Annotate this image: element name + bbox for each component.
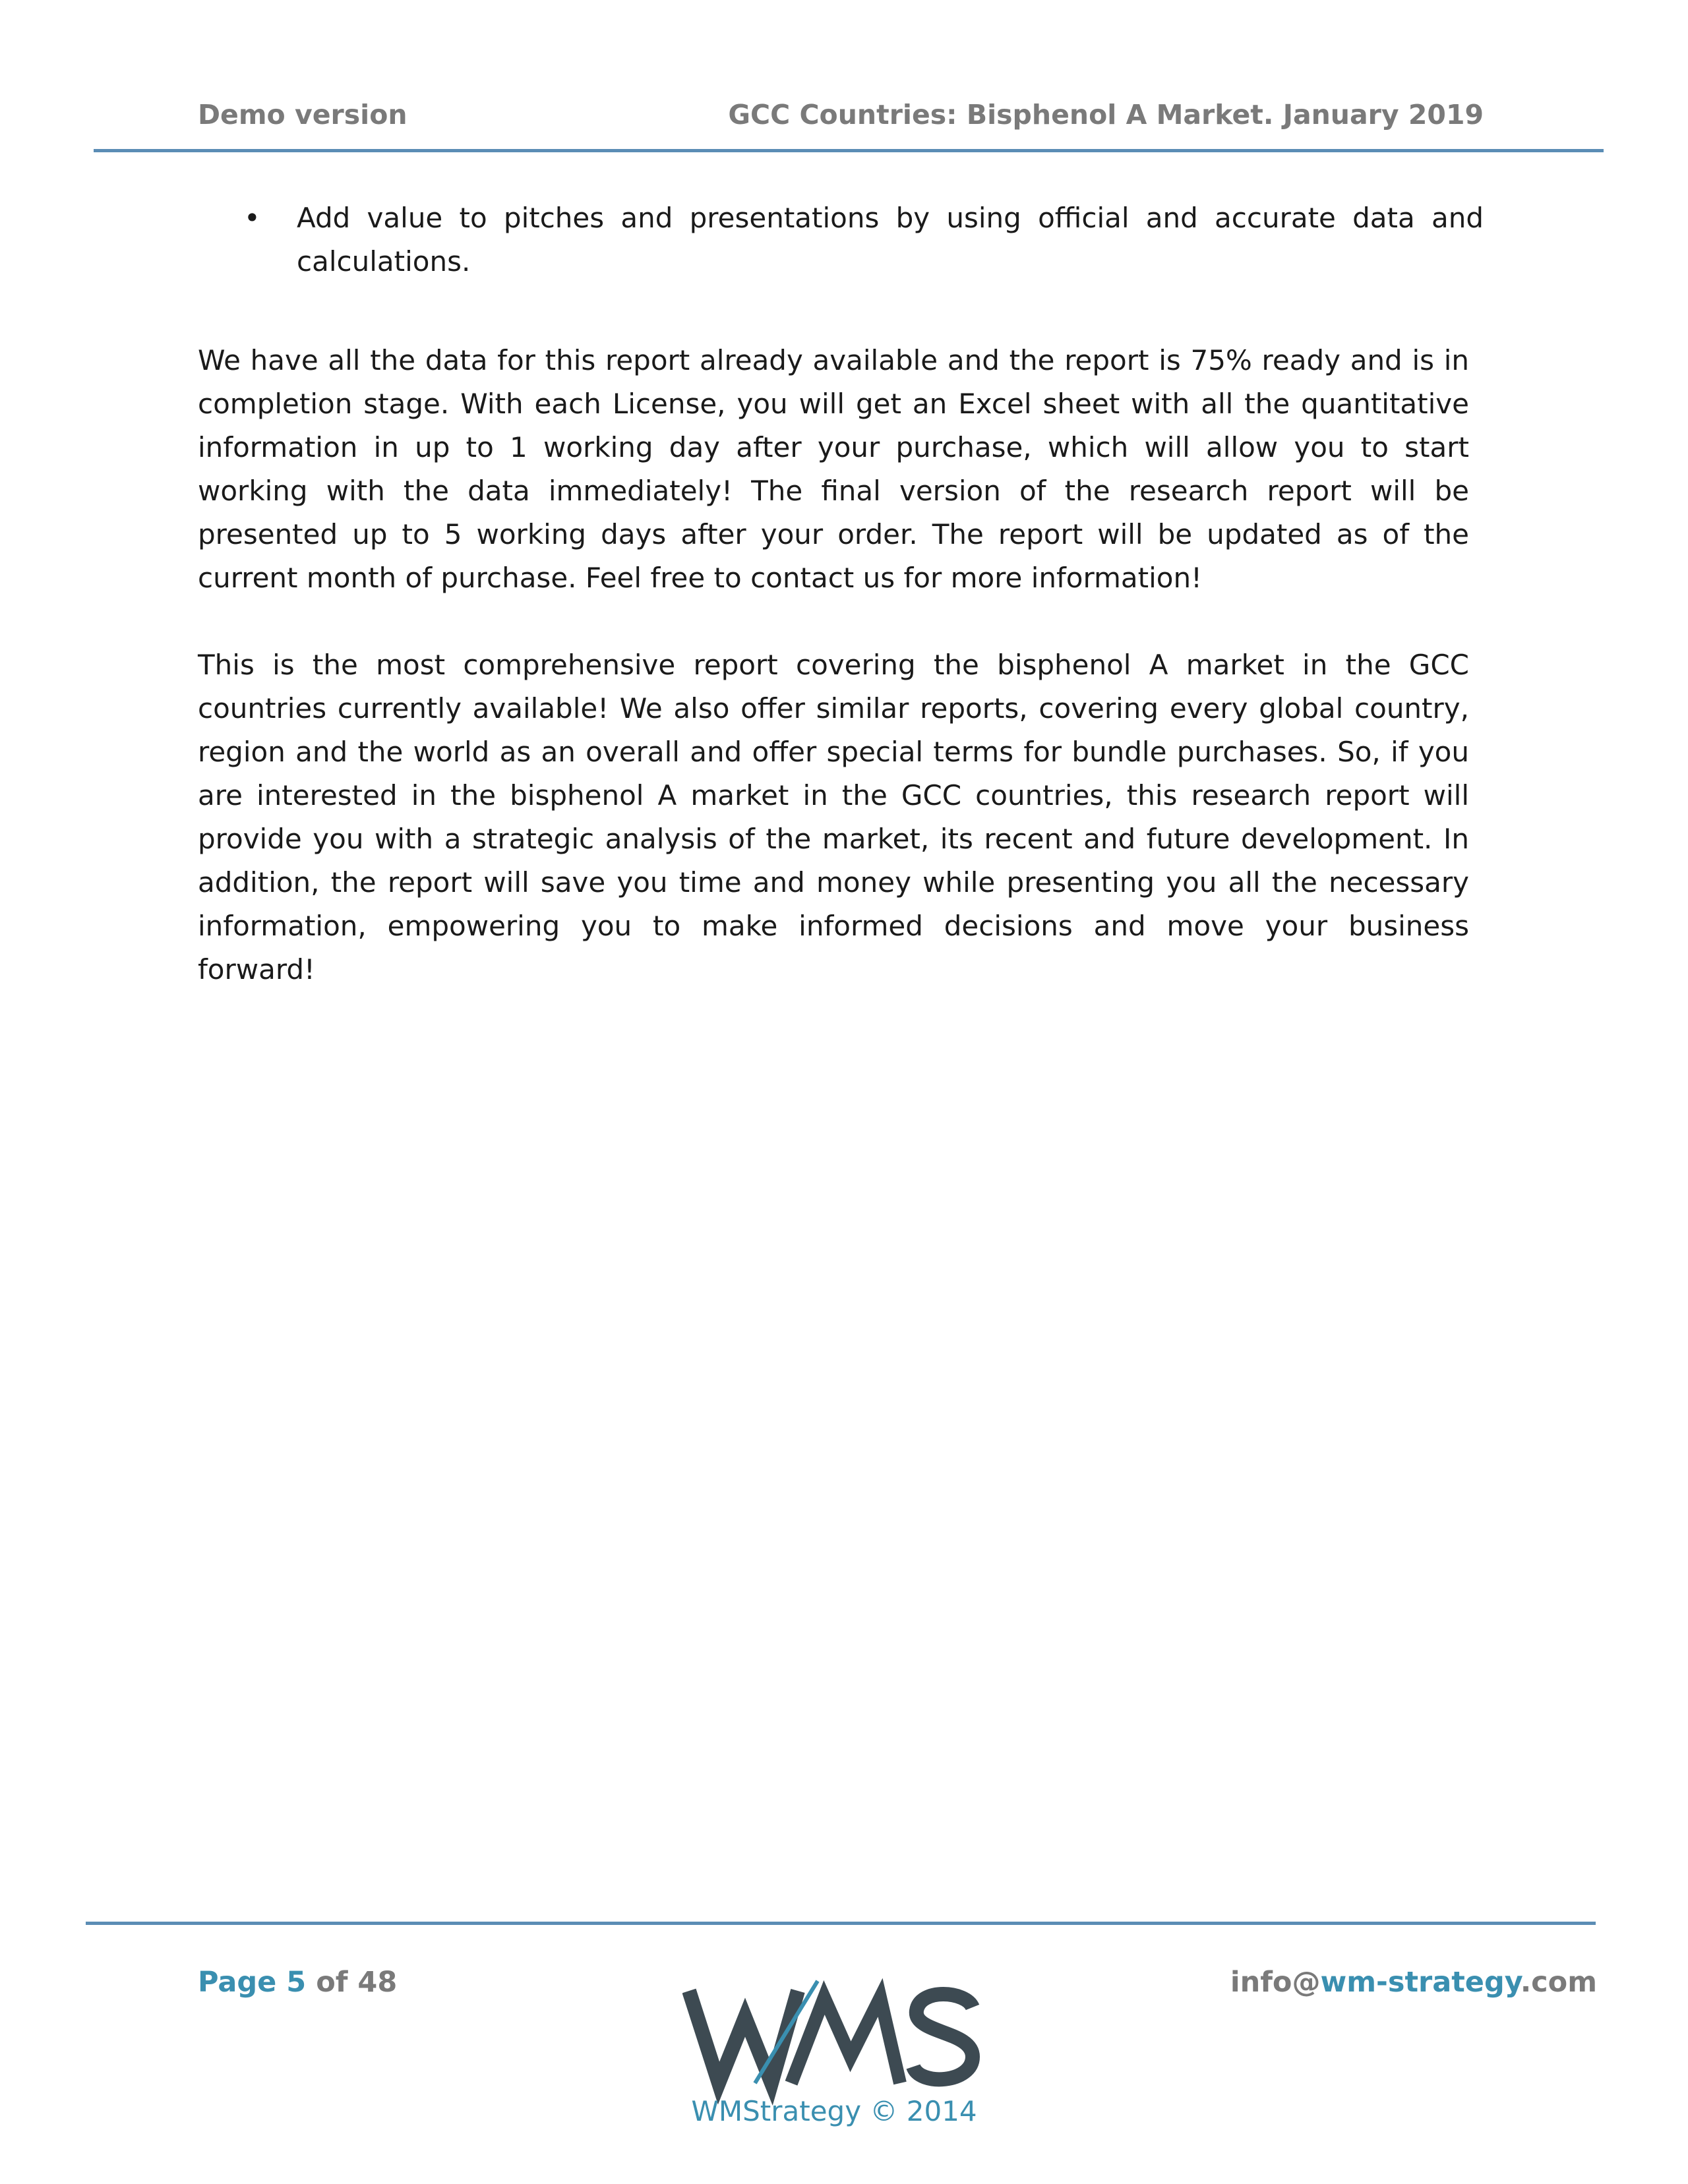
header-divider <box>94 149 1604 152</box>
header-report-title: GCC Countries: Bisphenol A Market. January 2019 <box>728 99 1484 131</box>
paragraph-coverage: This is the most comprehensive report covering the bisphenol A market in the GCC countries currently available! We also offer similar reports, covering every global country, region and the world as an overall and offer special terms for bundle purchases. So, if you are interested in the bisphenol A market in the GCC countries, this research report will provide you with a strategic analysis of the market, its recent and future development. In addition, the report will save you time and money while presenting you all the necessary information, empowering you to make informed decisions and move your business forward! <box>198 649 1469 986</box>
email-domain: wm-strategy <box>1320 1966 1521 1999</box>
email-user: info@ <box>1230 1966 1321 1999</box>
footer-divider <box>86 1922 1596 1925</box>
contact-email[interactable] <box>1230 1966 1597 1999</box>
bullet-dot: • <box>244 202 260 234</box>
page-current: 5 <box>286 1966 307 1999</box>
email-tld: .com <box>1520 1966 1597 1999</box>
page-total: of 48 <box>306 1966 398 1999</box>
header-demo-label: Demo version <box>198 99 407 131</box>
bullet-text: Add value to pitches and presentations by using official and accurate data and calculations. <box>297 202 1484 278</box>
paragraph-availability: We have all the data for this report already available and the report is 75% ready and is in completion stage. With each License, you will get an Excel sheet with all the quantitative information in up to 1 working day after your purchase, which will allow you to start working with the data immediately! The final version of the research report will be presented up to 5 working days after your order. The report will be updated as of the current month of purchase. Feel free to contact us for more information! <box>198 344 1469 594</box>
bullet-list-item <box>198 196 1484 283</box>
page-prefix: Page <box>198 1966 287 1999</box>
page-number <box>198 1966 397 1999</box>
logo-caption: WMStrategy © 2014 <box>691 2095 977 2127</box>
